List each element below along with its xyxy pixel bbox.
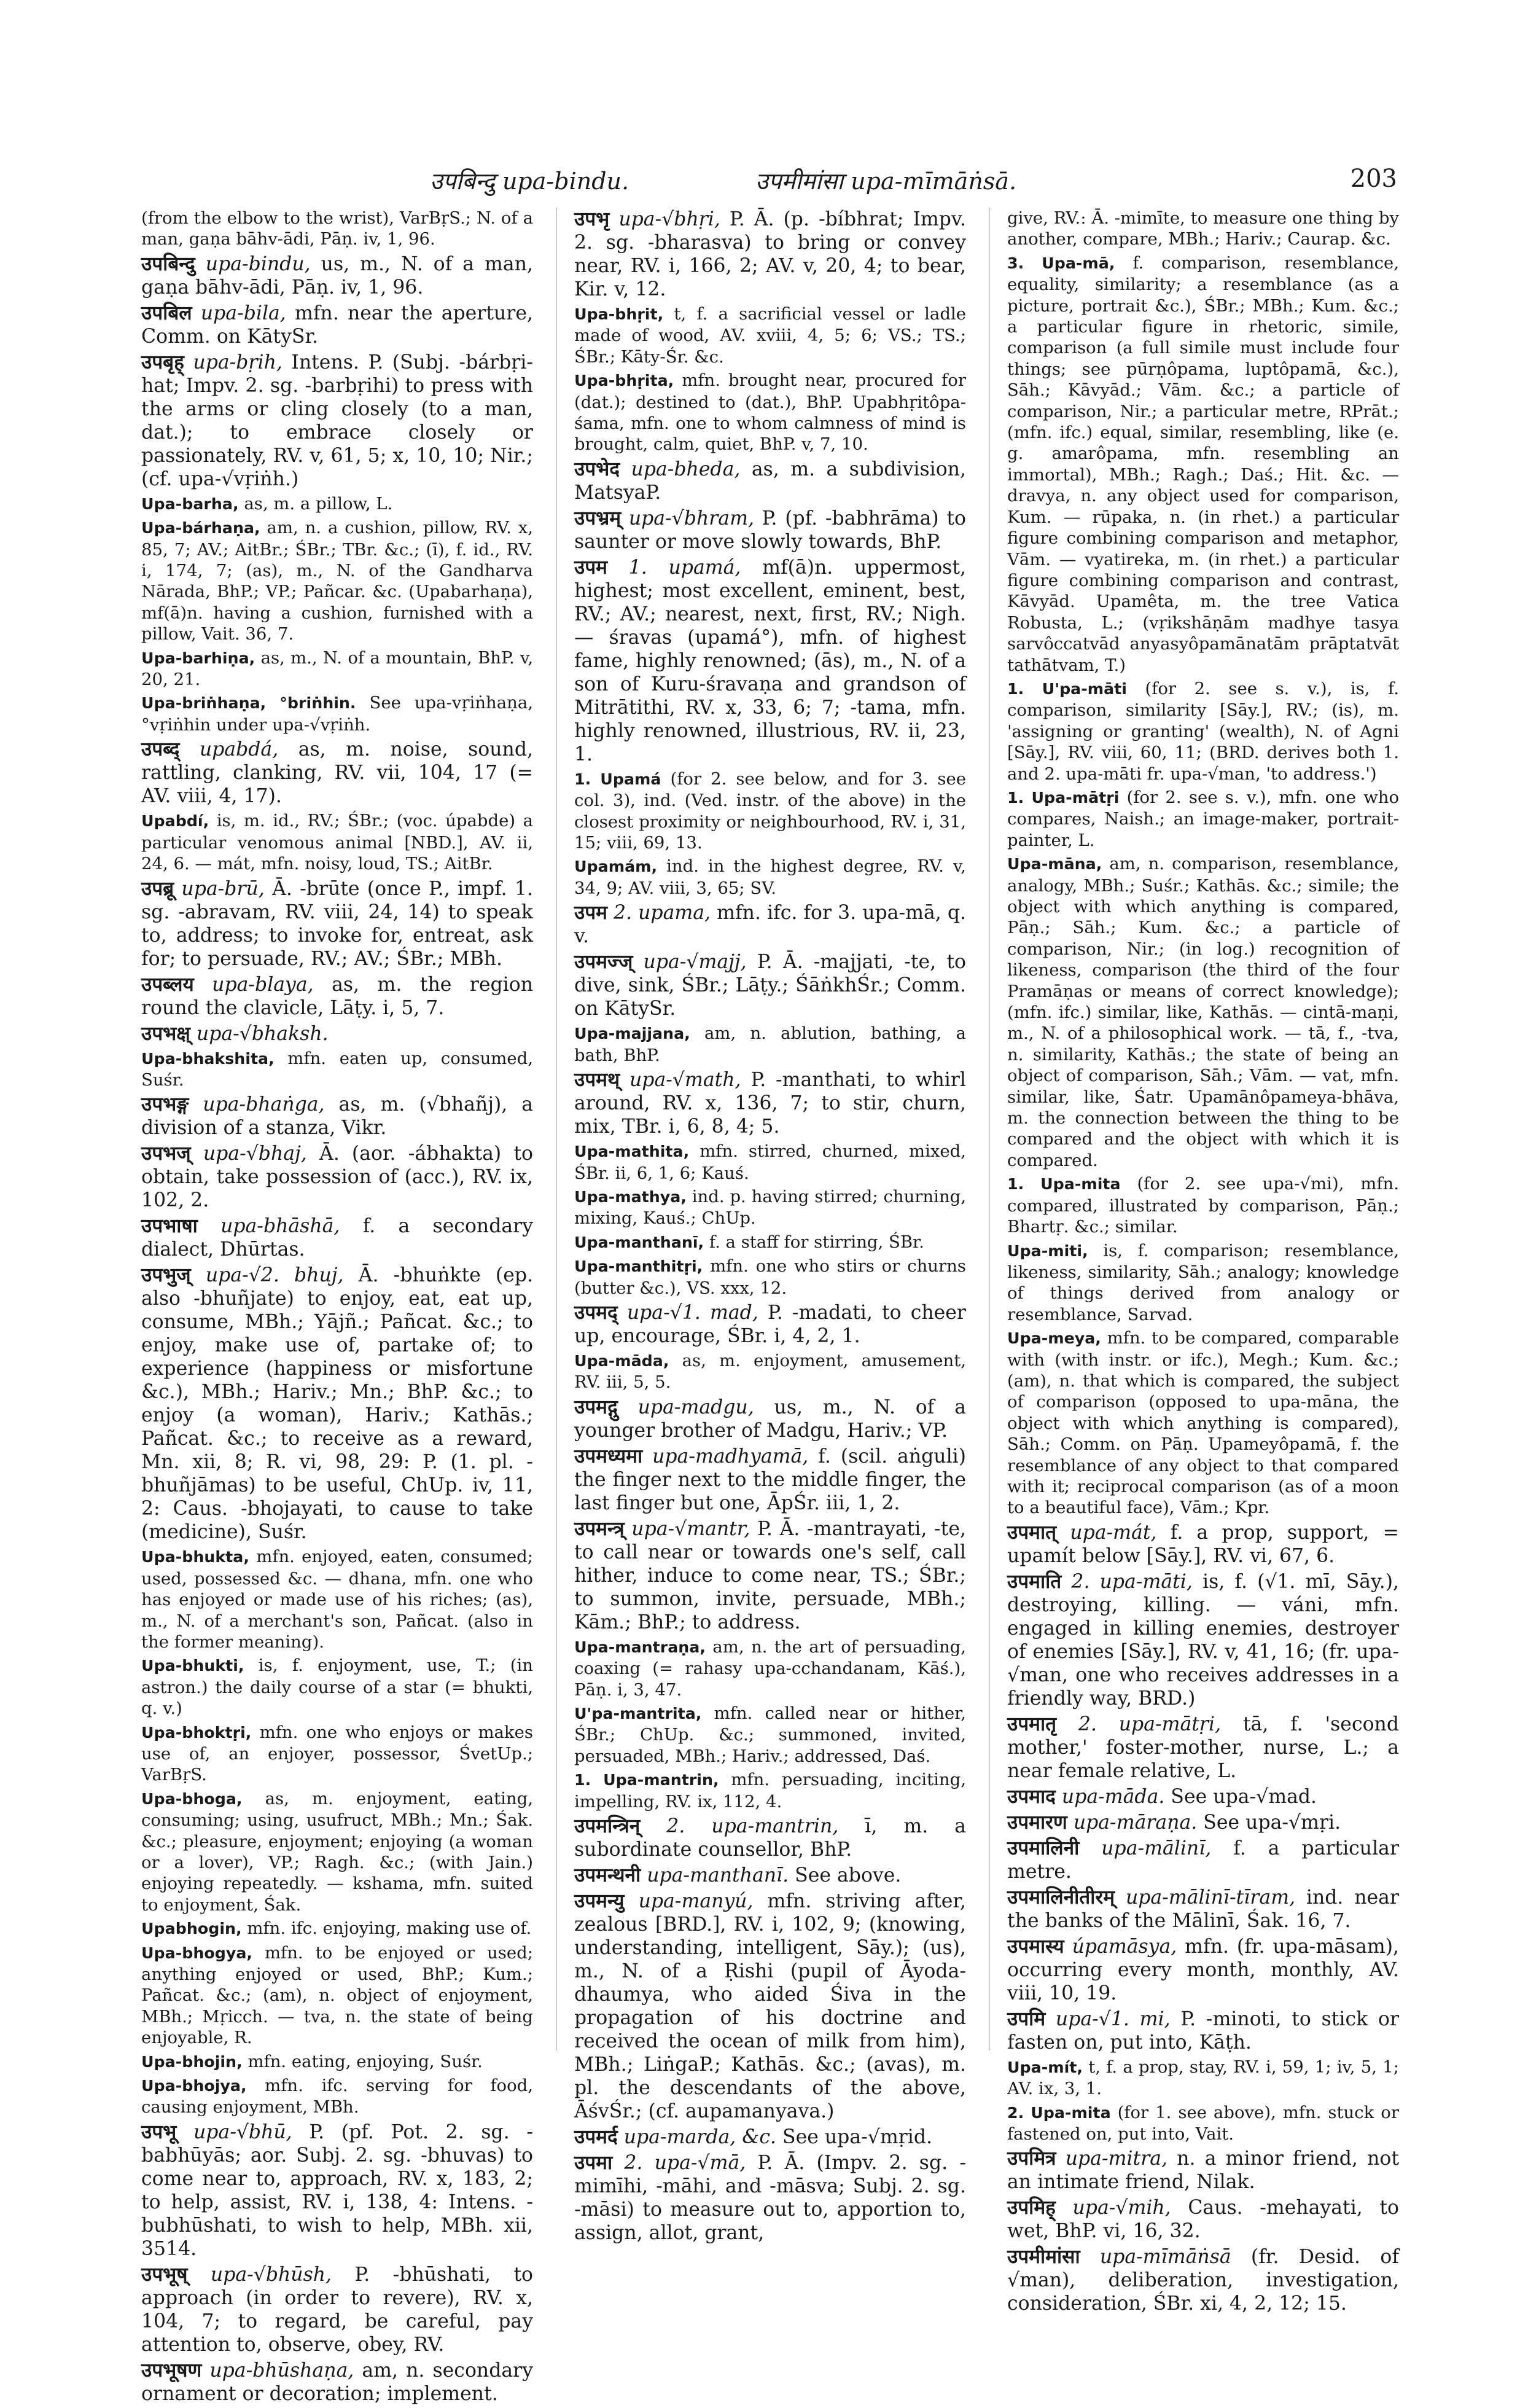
devanagari-headword: उपभाषा	[141, 1215, 198, 1238]
definition-text: as, m. enjoyment, amusement, RV. iii, 5, 5.	[574, 1350, 966, 1393]
dictionary-entry	[141, 2263, 533, 2356]
dictionary-entry	[574, 370, 966, 455]
devanagari-headword: उपभूष्	[141, 2263, 188, 2286]
dictionary-entry	[1007, 2147, 1399, 2194]
devanagari-headword: उपमर्द	[574, 2126, 618, 2148]
dictionary-entry	[141, 647, 533, 690]
column-2	[574, 208, 966, 2247]
headword: upa-brū,	[181, 877, 265, 900]
dictionary-entry	[574, 1517, 966, 1634]
running-header	[141, 165, 1397, 201]
headword: Upa-bhoktṛi,	[141, 1723, 252, 1742]
definition-text: mfn. eaten up, consumed, Suśr.	[141, 1048, 533, 1090]
devanagari-headword: उपभेद	[574, 458, 620, 480]
definition-text: (for 2. see s. v.), is, f. comparison, similarity [Sāy.], RV.; (is), m. 'assigning or granting' (wealth), N. of Agni [Sāy.], RV. viii, 60, 11; (BRD. derives both 1. and 2. upa-māti fr. upa-√man, 'to address.')	[1007, 678, 1399, 784]
dictionary-entry	[141, 1093, 533, 1140]
dictionary-entry	[1007, 1785, 1399, 1808]
definition-text: f. a secondary dialect, Dhūrtas.	[141, 1215, 534, 1261]
headword: Upa-bhṛita,	[574, 372, 674, 390]
dictionary-entry	[574, 458, 966, 504]
header-left-guideword: उपबिन्दु upa-bindu.	[430, 168, 629, 195]
definition-text: Ā. (aor. -ábhakta) to obtain, take possession of (acc.), RV. ix, 102, 2.	[141, 1143, 533, 1212]
dictionary-entry	[141, 517, 533, 644]
dictionary-entry	[141, 692, 533, 735]
definition-text: mfn. brought near, procured for (dat.); destined to (dat.), BhP. Upabhṛitôpa-śama, mfn. one to whom calmness of mind is brought, calm, quiet, BhP. v, 7, 10.	[574, 370, 966, 455]
definition-text: (for 2. see s. v.), mfn. one who compares, Naish.; an image-maker, portrait-painter, L.	[1007, 787, 1400, 850]
headword: upabdá,	[199, 738, 279, 761]
definition-text: P. -madati, to cheer up, encourage, ŚBr. i, 4, 2, 1.	[574, 1301, 966, 1347]
devanagari-headword: उपभुज्	[141, 1264, 191, 1287]
devanagari-headword: उपमीमांसा	[1007, 2246, 1080, 2269]
dictionary-entry	[141, 208, 533, 250]
devanagari-headword: उपभज्	[141, 1143, 191, 1165]
definition-text: mfn. eating, enjoying, Suśr.	[247, 2051, 483, 2071]
definition-text: as, m. the region round the clavicle, Lāṭy. i, 5, 7.	[141, 973, 533, 1019]
definition-text: f. (scil. aṅguli) the finger next to the middle finger, the last finger but one, ĀpŚr. iii, 1, 2.	[574, 1445, 967, 1514]
definition-text: See upa-√mṛid.	[782, 2126, 933, 2148]
devanagari-headword: उपमाति	[1007, 1570, 1062, 1593]
definition-text: f. a particular metre.	[1007, 1837, 1400, 1883]
dictionary-entry	[1007, 2245, 1399, 2315]
definition-text: ind. near the banks of the Mālinī, Śak. 16, 7.	[1007, 1886, 1400, 1932]
dictionary-entry	[141, 1655, 533, 1719]
headword: Upa-manthitṛi,	[574, 1257, 703, 1276]
definition-text: P. -manthati, to whirl around, RV. x, 136, 7; to stir, churn, mix, TBr. i, 6, 8, 4; 5.	[574, 1069, 967, 1138]
headword: upa-√1. mad,	[626, 1301, 758, 1324]
definition-text: mfn. ifc. enjoying, making use of.	[247, 1918, 532, 1939]
headword: upa-mitra,	[1065, 2148, 1168, 2170]
devanagari-headword: उपम	[574, 902, 607, 925]
column-1	[141, 208, 533, 2408]
dictionary-entry	[1007, 1240, 1399, 1326]
headword: Upabdí,	[141, 812, 209, 831]
definition-text: t, f. a prop, stay, RV. i, 59, 1; iv, 5, 1; AV. ix, 3, 1.	[1007, 2057, 1399, 2099]
headword: upa-bṛih,	[193, 351, 283, 373]
devanagari-headword: उपमन्त्र्	[574, 1517, 625, 1540]
devanagari-headword: उपमज्ज्	[574, 951, 633, 974]
dictionary-entry	[141, 493, 533, 515]
headword: Upa-bárhaṇa,	[141, 519, 260, 538]
definition-text: am, n. the art of persuading, coaxing (= rahasy upa-cchandanam, Kāś.), Pāṇ. i, 3, 47.	[574, 1636, 967, 1700]
headword: upa-bhūshaṇa,	[209, 2359, 354, 2382]
headword: upa-√1. mi,	[1055, 2007, 1171, 2030]
headword: upa-√mih,	[1072, 2197, 1171, 2219]
dictionary-entry	[574, 1890, 966, 2123]
dictionary-entry	[574, 2125, 966, 2149]
dictionary-entry	[1007, 1173, 1399, 1237]
definition-text: am, n. a cushion, pillow, RV. x, 85, 7; AV.; AitBr.; ŚBr.; TBr. &c.; (ī), f. id., RV. i, 174, 7; (as), m., N. of the Gandharva Nārada, BhP.; VP.; Pañcar. &c. (Upabarhaṇa), mf(ā)n. having a cushion, furnished with a pillow, Vait. 36, 7.	[141, 518, 533, 644]
dictionary-entry	[574, 901, 966, 948]
definition-text: is, f. enjoyment, use, T.; (in astron.) the daily course of a star (= bhukti, q. v.)	[141, 1656, 533, 1719]
definition-text: P. -bhūshati, to approach (in order to revere), RV. x, 104, 7; to regard, be careful, pay attention to, observe, obey, RV.	[141, 2263, 534, 2356]
definition-text: mfn. ifc. for 3. upa-mā, q. v.	[574, 902, 966, 948]
definition-text: mfn. to be enjoyed or used; anything enjoyed or used, BhP.; Kum.; Pañcat. &c.; (am), n. object of enjoyment, MBh.; Mṛicch. — tva, n. the state of being enjoyable, R.	[141, 1942, 533, 2048]
headword: Upa-meya,	[1007, 1329, 1101, 1348]
headword: Upa-māda,	[574, 1351, 669, 1370]
definition-text: as, m. (√bhañj), a division of a stanza, Vikr.	[141, 1093, 534, 1140]
headword: upa-māraṇa.	[1073, 1811, 1198, 1834]
headword: upa-manyú,	[638, 1890, 754, 1912]
headword: upa-mālinī,	[1101, 1837, 1212, 1859]
definition-text: as, m. a subdivision, MatsyaP.	[574, 458, 966, 504]
headword: 1. Upa-mita	[1007, 1175, 1121, 1194]
dictionary-entry	[574, 768, 966, 854]
dictionary-entry	[141, 810, 533, 874]
headword: upa-bila,	[200, 302, 286, 324]
definition-text: tā, f. 'second mother,' foster-mother, nurse, L.; a near female relative, L.	[1007, 1713, 1399, 1782]
headword: upa-√bhaj,	[203, 1143, 307, 1165]
headword: upa-blaya,	[212, 973, 314, 996]
headword: 1. U'pa-māti	[1007, 679, 1127, 698]
definition-text: is, m. id., RV.; ŚBr.; (voc. úpabde) a particular venomous animal [NBD.], AV. ii, 24, 6. — mát, mfn. noisy, loud, TS.; AitBr.	[141, 811, 533, 874]
headword: Upa-briṅhaṇa, °briṅhin.	[141, 694, 356, 713]
devanagari-headword: उपबिल	[141, 302, 192, 324]
headword: upa-√bhū,	[193, 2121, 292, 2143]
headword: upa-√math,	[629, 1069, 741, 1092]
dictionary-entry	[574, 1445, 966, 1515]
definition-text: (for 1. see above), mfn. stuck or fastened on, put into, Vait.	[1007, 2102, 1399, 2144]
dictionary-entry	[141, 2051, 533, 2073]
devanagari-headword: उपभूषण	[141, 2359, 202, 2382]
devanagari-headword: उपभङ्ग	[141, 1093, 189, 1116]
dictionary-entry	[141, 351, 533, 491]
headword: upa-bindu,	[205, 252, 311, 275]
headword: upa-bhaṅga,	[203, 1093, 325, 1116]
dictionary-entry	[141, 1942, 533, 2049]
definition-text: mfn. striving after, zealous [BRD.], RV. i, 102, 9; (knowing, understanding, intelligent, Sāy.); (us), m., N. of a Ṛishi (pupil of Āyoda-dhaumya, who aided Śiva in the propagation of his doctrine and received the ocean of milk from him), MBh.; LiṅgaP.; Kathās. &c.; (avas), m. pl. the descendants of the above, ĀśvŚr.; (cf. aupamanyava.)	[574, 1890, 966, 2122]
headword: Upa-mantraṇa,	[574, 1638, 706, 1656]
headword: upa-mát,	[1070, 1521, 1157, 1544]
dictionary-entry	[574, 1141, 966, 1184]
headword: upa-mālinī-tīram,	[1125, 1886, 1296, 1909]
definition-text: mfn. called near or hither, ŚBr.; ChUp. &c.; summoned, invited, persuaded, MBh.; Hariv.; addressed, Daś.	[574, 1703, 967, 1766]
definition-text: am, n. ablution, bathing, a bath, BhP.	[574, 1023, 966, 1065]
definition-text: t, f. a sacrificial vessel or ladle made of wood, AV. xviii, 4, 5; 6; VS.; TS.; ŚBr.; Kāty-Śr. &c.	[574, 304, 967, 367]
dictionary-entry	[574, 1232, 966, 1253]
dictionary-entry	[141, 1546, 533, 1652]
dictionary-entry	[574, 1256, 966, 1299]
definition-text: P. Ā. (p. -bíbhrat; Impv. 2. sg. -bharasva) to bring or convey near, RV. i, 166, 2; AV. v, 20, 4; to bear, Kir. v, 12.	[574, 208, 966, 300]
definition-text: P. (pf. -babhrāma) to saunter or move slowly towards, BhP.	[574, 507, 967, 553]
devanagari-headword: उपमद्	[574, 1301, 618, 1324]
dictionary-entry	[1007, 2196, 1399, 2243]
dictionary-entry	[574, 507, 966, 553]
definition-text: am, n. comparison, resemblance, analogy, MBh.; Suśr.; Kathās. &c.; simile; the object with which anything is compared, Pāṇ.; Sāh.; Kum. &c.; a particle of comparison, Nir.; (in log.) recognition of likeness, comparison (the third of the four Pramāṇas or means of correct knowledge); (mfn. ifc.) similar, like, Kathās. — cintā-maṇi, m., N. of a philosophical work. — tā, f., -tva, n. similarity, Kathās.; the state of being an object of comparison, Sāh.; Vām. — vat, mfn. similar, like, Śatr. Upamānôpameya-bhāva, m. the connection between the thing to be compared and the object with which it is compared.	[1007, 854, 1400, 1170]
devanagari-headword: उपबृह्	[141, 351, 184, 373]
headword: 1. Upa-mantrin,	[574, 1771, 719, 1789]
headword: 2. upa-mantrin,	[666, 1815, 839, 1837]
devanagari-headword: उपमध्यमा	[574, 1445, 643, 1468]
dictionary-entry	[574, 2151, 966, 2245]
definition-text: n. a minor friend, not an intimate friend, Nilak.	[1007, 2148, 1400, 2194]
devanagari-headword: उपभक्ष्	[141, 1022, 190, 1045]
definition-text: mfn. one who stirs or churns (butter &c.), VS. xxx, 12.	[574, 1256, 966, 1298]
definition-text: f. comparison, resemblance, equality, similarity; a resemblance (as a picture, portrait &c.), ŚBr.; MBh.; Kum. &c.; a particular figure in rhetoric, simile, comparison (a full simile must include four things; see pūrṇôpama, luptôpamā, &c.), Sāh.; Kāvyād.; Vām. &c.; a particle of comparison, Nir.; a particular metre, RPrāt.; (mfn. ifc.) equal, similar, resembling, like (e. g. amarôpama, mfn. resembling an immortal), MBh.; Ragh.; Daś.; Hit. &c. — dravya, n. any object used for comparison, Kum. — rūpaka, n. (in rhet.) a particular figure combining comparison and metaphor, Vām. — vyatireka, m. (in rhet.) a particular figure combining comparison and contrast, Kāvyād. Upamêta, m. the tree Vatica Robusta, L.; (vṛikshāṇām madhye tasya sarvôccatvād anyasyôpamānatām prāptatvāt tathātvam, T.)	[1007, 252, 1399, 675]
headword: Upa-bhojya,	[141, 2077, 247, 2095]
definition-text: mfn. to be compared, comparable with (with instr. or ifc.), Megh.; Kum. &c.; (am), n. that which is compared, the subject of comparison (opposed to upa-māna, the object with which anything is compared), Sāh.; Comm. on Pāṇ. Upameyôpamā, f. the resemblance of any object to that compared with it; reciprocal comparison (as of a moon to a beautiful face), Vām.; Kpr.	[1007, 1328, 1399, 1518]
definition-text: f. a prop, support, = upamít below [Sāy.], RV. vi, 67, 6.	[1007, 1521, 1399, 1567]
dictionary-entry	[574, 1703, 966, 1767]
headword: Upa-bhogya,	[141, 1944, 252, 1962]
headword: Upa-barha,	[141, 495, 239, 513]
definition-text: us, m., N. of a younger brother of Madgu, Hariv.; VP.	[574, 1396, 967, 1442]
definition-text: P. Ā. -mantrayati, -te, to call near or towards one's self, call hither, induce to come near, TS.; ŚBr.; to summon, invite, persuade, MBh.; Kām.; BhP.; to address.	[574, 1517, 966, 1633]
dictionary-entry	[1007, 1521, 1399, 1568]
headword: 3. Upa-mā,	[1007, 254, 1115, 272]
definition-text: mfn. stirred, churned, mixed, ŚBr. ii, 6, 1, 6; Kauś.	[574, 1141, 966, 1183]
headword: upa-√majj,	[643, 951, 747, 974]
dictionary-entry	[1007, 678, 1399, 784]
dictionary-entry	[1007, 853, 1399, 1171]
headword: upa-madhyamā,	[652, 1445, 809, 1468]
definition-text: See upa-vṛiṅhaṇa, °vṛiṅhin under upa-√vṛiṅh.	[141, 693, 533, 735]
definition-text: (from the elbow to the wrist), VarBṛS.; N. of a man, gaṇa bāhv-ādi, Pāṇ. iv, 1, 96.	[141, 208, 533, 249]
headword: Upabhogin,	[141, 1920, 242, 1938]
definition-text: P. (pf. Pot. 2. sg. -babhūyās; aor. Subj. 2. sg. -bhuvas) to come near to, approach, RV. x, 183, 2; to help, assist, RV. i, 138, 4: Intens. -bubhūshati, to wish to help, MBh. xii, 3514.	[141, 2121, 533, 2260]
devanagari-headword: उपमि	[1007, 2007, 1046, 2030]
dictionary-entry	[574, 1864, 966, 1887]
definition-text: is, f. comparison; resemblance, likeness, similarity, Sāh.; analogy; knowledge of things derived from analogy or resemblance, Sarvad.	[1007, 1240, 1399, 1324]
headword: Upa-bhoga,	[141, 1789, 243, 1808]
devanagari-headword: उपमद्गु	[574, 1396, 618, 1418]
devanagari-headword: उपम	[574, 556, 607, 579]
devanagari-headword: उपमथ्	[574, 1069, 620, 1092]
headword: 2. upa-√mā,	[624, 2152, 746, 2174]
dictionary-entry	[141, 877, 533, 971]
definition-text: ind. in the highest degree, RV. v, 34, 9; AV. viii, 3, 65; SV.	[574, 856, 966, 898]
dictionary-entry	[1007, 1811, 1399, 1834]
headword: Upa-bhukti,	[141, 1657, 244, 1675]
headword: Upa-bhṛit,	[574, 305, 664, 323]
dictionary-entry	[141, 973, 533, 1020]
definition-text: give, RV.: Ā. -mimīte, to measure one thing by another, compare, MBh.; Hariv.; Caurap. &c.	[1007, 208, 1399, 249]
definition-text: Ā. -brūte (once P., impf. 1. sg. -abravam, RV. viii, 24, 14) to speak to, address; to invoke for, entreat, ask for; to persuade, RV.; AV.; ŚBr.; MBh.	[141, 877, 533, 970]
headword: Upa-majjana,	[574, 1025, 690, 1043]
dictionary-entry	[141, 1264, 533, 1544]
dictionary-entry	[141, 2121, 533, 2261]
definition-text: (fr. Desid. of √man), deliberation, investigation, consideration, ŚBr. xi, 4, 2, 12; 15.	[1007, 2246, 1399, 2315]
dictionary-entry	[141, 1918, 533, 1939]
dictionary-entry	[141, 1214, 533, 1261]
devanagari-headword: उपबिन्दु	[141, 252, 195, 275]
headword: upa-√bhaksh.	[196, 1022, 329, 1045]
dictionary-entry	[1007, 1713, 1399, 1783]
dictionary-entry	[574, 1396, 966, 1442]
dictionary-entry	[574, 856, 966, 899]
devanagari-headword: उपमालिनी	[1007, 1837, 1080, 1859]
devanagari-headword: उपमन्थनी	[574, 1864, 641, 1886]
headword: Upamám,	[574, 858, 658, 876]
dictionary-entry	[1007, 252, 1399, 676]
headword: upa-bhāshā,	[220, 1215, 340, 1238]
dictionary-entry	[1007, 1886, 1399, 1933]
definition-text: is, f. (√1. mī, Sāy.), destroying, killing. — váni, mfn. engaged in killing enemies, destroyer of enemies [Sāy.], RV. v, 41, 16; (fr. upa-√man, one who receives addresses in a friendly way, BRD.)	[1007, 1570, 1400, 1710]
devanagari-headword: उपमात्	[1007, 1521, 1057, 1544]
headword: Upa-bhukta,	[141, 1548, 249, 1566]
dictionary-entry	[141, 1048, 533, 1091]
devanagari-headword: उपमास्य	[1007, 1935, 1064, 1958]
definition-text: as, m. a pillow, L.	[244, 493, 393, 514]
dictionary-entry	[574, 1636, 966, 1700]
headword: Upa-bhojin,	[141, 2052, 243, 2071]
definition-text: Ā. -bhuṅkte (ep. also -bhuñjate) to enjoy, eat, eat up, consume, MBh.; Yājñ.; Pañcat. &c.; to enjoy, make use of, partake of; to experience (happiness or misfortune &c.), MBh.; Hariv.; Mn.; BhP. &c.; to enjoy (a woman), Hariv.; Kathās.; Pañcat. &c.; to receive as a reward, Mn. xii, 8; R. vi, 98, 29: P. (1. pl. -bhuñjāmas) to be useful, ChUp. iv, 11, 2: Caus. -bhojayati, to cause to take (medicine), Suśr.	[141, 1264, 534, 1544]
headword: upa-mīmāṅsā	[1099, 2246, 1231, 2269]
headword: upa-√2. bhuj,	[205, 1264, 344, 1287]
headword: U'pa-mantrita,	[574, 1704, 702, 1722]
headword: 1. Upa-mātṛi	[1007, 788, 1120, 807]
headword: 2. upa-mātṛi,	[1078, 1713, 1222, 1735]
definition-text: P. Ā. (Impv. 2. sg. -mimīhi, -māhi, and -māsva; Subj. 2. sg. -māsi) to measure out to, apportion to, assign, allot, grant,	[574, 2152, 967, 2244]
dictionary-entry	[574, 1186, 966, 1229]
headword: upa-māda.	[1061, 1785, 1165, 1808]
definition-text: See above.	[795, 1864, 902, 1886]
headword: 1. upamá,	[628, 556, 741, 579]
devanagari-headword: उपमिह्	[1007, 2197, 1056, 2219]
dictionary-entry	[1007, 1570, 1399, 1710]
page-number: 203	[1350, 165, 1397, 193]
headword: Upa-miti,	[1007, 1241, 1088, 1260]
definition-text: as, m. enjoyment, eating, consuming; using, usufruct, MBh.; Mn.; Śak. &c.; pleasure, enjoyment; enjoying (a woman or a lover), VP.; Ragh. &c.; (with Jain.) enjoying repeatedly. — kshama, mfn. suited to enjoyment, Śak.	[141, 1788, 533, 1915]
dictionary-entry	[574, 1068, 966, 1138]
header-right-guideword: उपमीमांसा upa-mīmāṅsā.	[755, 168, 1017, 195]
dictionary-entry	[141, 2359, 533, 2406]
headword: Upa-mathita,	[574, 1143, 690, 1161]
headword: upa-manthanī.	[647, 1864, 789, 1886]
headword: upa-bheda,	[631, 458, 741, 480]
devanagari-headword: उपमारण	[1007, 1811, 1067, 1834]
definition-text: P. Ā. -majjati, -te, to dive, sink, ŚBr.; Lāṭy.; ŚāṅkhŚr.; Comm. on KātySr.	[574, 951, 966, 1020]
definition-text: (for 2. see upa-√mi), mfn. compared, illustrated by comparison, Pāṇ.; Bhartṛ. &c.; similar.	[1007, 1174, 1399, 1237]
column-3	[1007, 208, 1399, 2318]
definition-text: mfn. ifc. serving for food, causing enjoyment, MBh.	[141, 2076, 533, 2117]
dictionary-entry	[574, 1350, 966, 1393]
devanagari-headword: उपब्लय	[141, 973, 194, 996]
headword: 1. Upamá	[574, 770, 661, 788]
definition-text: ī, m. a subordinate counsellor, BhP.	[574, 1815, 967, 1861]
definition-text: See upa-√mad.	[1171, 1785, 1317, 1808]
dictionary-entry	[141, 1022, 533, 1046]
dictionary-entry	[141, 1722, 533, 1786]
definition-text: mfn. (fr. upa-māsam), occurring every month, monthly, AV. viii, 10, 19.	[1007, 1935, 1400, 2004]
dictionary-entry	[574, 556, 966, 766]
headword: 2. Upa-mita	[1007, 2103, 1111, 2122]
definition-text: P. -minoti, to stick or fasten on, put into, Kāṭh.	[1007, 2007, 1399, 2054]
dictionary-entry	[141, 2075, 533, 2118]
devanagari-headword: उपमन्त्रिन्	[574, 1815, 641, 1837]
dictionary-entry	[1007, 208, 1399, 250]
dictionary-entry	[574, 1301, 966, 1348]
dictionary-entry	[1007, 2102, 1399, 2145]
definition-text: Intens. P. (Subj. -bárbṛi-hat; Impv. 2. sg. -barbṛihi) to press with the arms or cling closely (to a man, dat.); to embrace closely or passionately, RV. v, 61, 5; x, 10, 10; Nir.; (cf. upa-√vṛiṅh.)	[141, 351, 534, 490]
dictionary-entry	[574, 303, 966, 367]
dictionary-entry	[1007, 2057, 1399, 2100]
headword: 2. upama,	[614, 902, 711, 925]
definition-text: mfn. enjoyed, eaten, consumed; used, possessed &c. — dhana, mfn. one who has enjoyed or made use of his riches; (as), m., N. of a merchant's son, Pañcat. (also in the former meaning).	[141, 1547, 533, 1652]
definition-text: mfn. persuading, inciting, impelling, RV. ix, 112, 4.	[574, 1770, 966, 1812]
dictionary-entry	[574, 1815, 966, 1861]
definition-text: (for 2. see below, and for 3. see col. 3), ind. (Ved. instr. of the above) in the closest proximity or neighbourhood, RV. i, 31, 15; viii, 69, 13.	[574, 768, 967, 853]
definition-text: us, m., N. of a man, gaṇa bāhv-ādi, Pāṇ. iv, 1, 96.	[141, 252, 534, 299]
devanagari-headword: उपमित्र	[1007, 2148, 1056, 2170]
dictionary-entry	[141, 738, 533, 808]
definition-text: mfn. near the aperture, Comm. on KātySr.	[141, 302, 533, 348]
headword: Upa-mít,	[1007, 2058, 1083, 2076]
devanagari-headword: उपमन्यु	[574, 1890, 625, 1912]
devanagari-headword: उपमाद	[1007, 1785, 1056, 1808]
devanagari-headword: उपभू	[141, 2121, 177, 2143]
headword: upa-√mantr,	[631, 1517, 750, 1540]
dictionary-entry	[141, 1142, 533, 1212]
dictionary-entry	[1007, 1837, 1399, 1883]
devanagari-headword: उपभ्रम्	[574, 507, 622, 530]
dictionary-entry	[574, 1769, 966, 1812]
headword: Upa-bhakshita,	[141, 1049, 275, 1068]
definition-text: as, m., N. of a mountain, BhP. v, 20, 21.	[141, 647, 534, 690]
devanagari-headword: उपमातृ	[1007, 1713, 1057, 1735]
definition-text: as, m. noise, sound, rattling, clanking, RV. vii, 104, 17 (= AV. viii, 4, 17).	[141, 738, 533, 808]
headword: upa-marda, &c.	[623, 2126, 776, 2148]
devanagari-headword: उपभृ	[574, 208, 610, 230]
devanagari-headword: उपमा	[574, 2152, 613, 2174]
definition-text: See upa-√mṛi.	[1203, 1811, 1341, 1834]
headword: upa-madgu,	[637, 1396, 754, 1418]
definition-text: mf(ā)n. uppermost, highest; most excellent, eminent, best, RV.; AV.; nearest, next, first, RV.; Nigh. — śravas (upamá°), mfn. of highest fame, highly renowned; (ās), m., N. of a son of Kuru-śravaṇa and grandson of Mitrātithi, RV. x, 33, 6; 7; -tama, mfn. highly renowned, illustrious, RV. ii, 23, 1.	[574, 556, 966, 765]
dictionary-entry	[574, 1023, 966, 1066]
dictionary-entry	[1007, 2007, 1399, 2054]
definition-text: Caus. -mehayati, to wet, BhP. vi, 16, 32.	[1007, 2197, 1400, 2243]
dictionary-entry	[141, 1788, 533, 1915]
headword: Upa-māna,	[1007, 855, 1102, 874]
headword: upa-√bhūsh,	[210, 2263, 332, 2286]
devanagari-headword: उपमालिनीतीरम्	[1007, 1886, 1115, 1909]
definition-text: am, n. secondary ornament or decoration; implement.	[141, 2359, 533, 2405]
dictionary-entry	[1007, 787, 1399, 851]
dictionary-entry	[1007, 1935, 1399, 2005]
headword: upa-√bhṛi,	[618, 208, 720, 230]
dictionary-entry	[574, 950, 966, 1020]
dictionary-entry	[141, 252, 533, 299]
devanagari-headword: उपब्रू	[141, 877, 174, 900]
headword: upa-√bhram,	[628, 507, 754, 530]
headword: úpamāsya,	[1072, 1935, 1177, 1958]
devanagari-headword: उपब्द्	[141, 738, 180, 761]
definition-text: ind. p. having stirred; churning, mixing, Kauś.; ChUp.	[574, 1186, 966, 1229]
dictionary-entry	[574, 208, 966, 301]
headword: Upa-barhiṇa,	[141, 649, 255, 667]
headword: Upa-mathya,	[574, 1187, 687, 1206]
headword: 2. upa-māti,	[1071, 1570, 1193, 1593]
definition-text: f. a staff for stirring, ŚBr.	[709, 1232, 924, 1252]
definition-text: mfn. one who enjoys or makes use of, an enjoyer, possessor, ŚvetUp.; VarBṛS.	[141, 1722, 533, 1785]
dictionary-entry	[141, 302, 533, 348]
headword: Upa-manthanī,	[574, 1233, 704, 1251]
dictionary-entry	[1007, 1327, 1399, 1519]
